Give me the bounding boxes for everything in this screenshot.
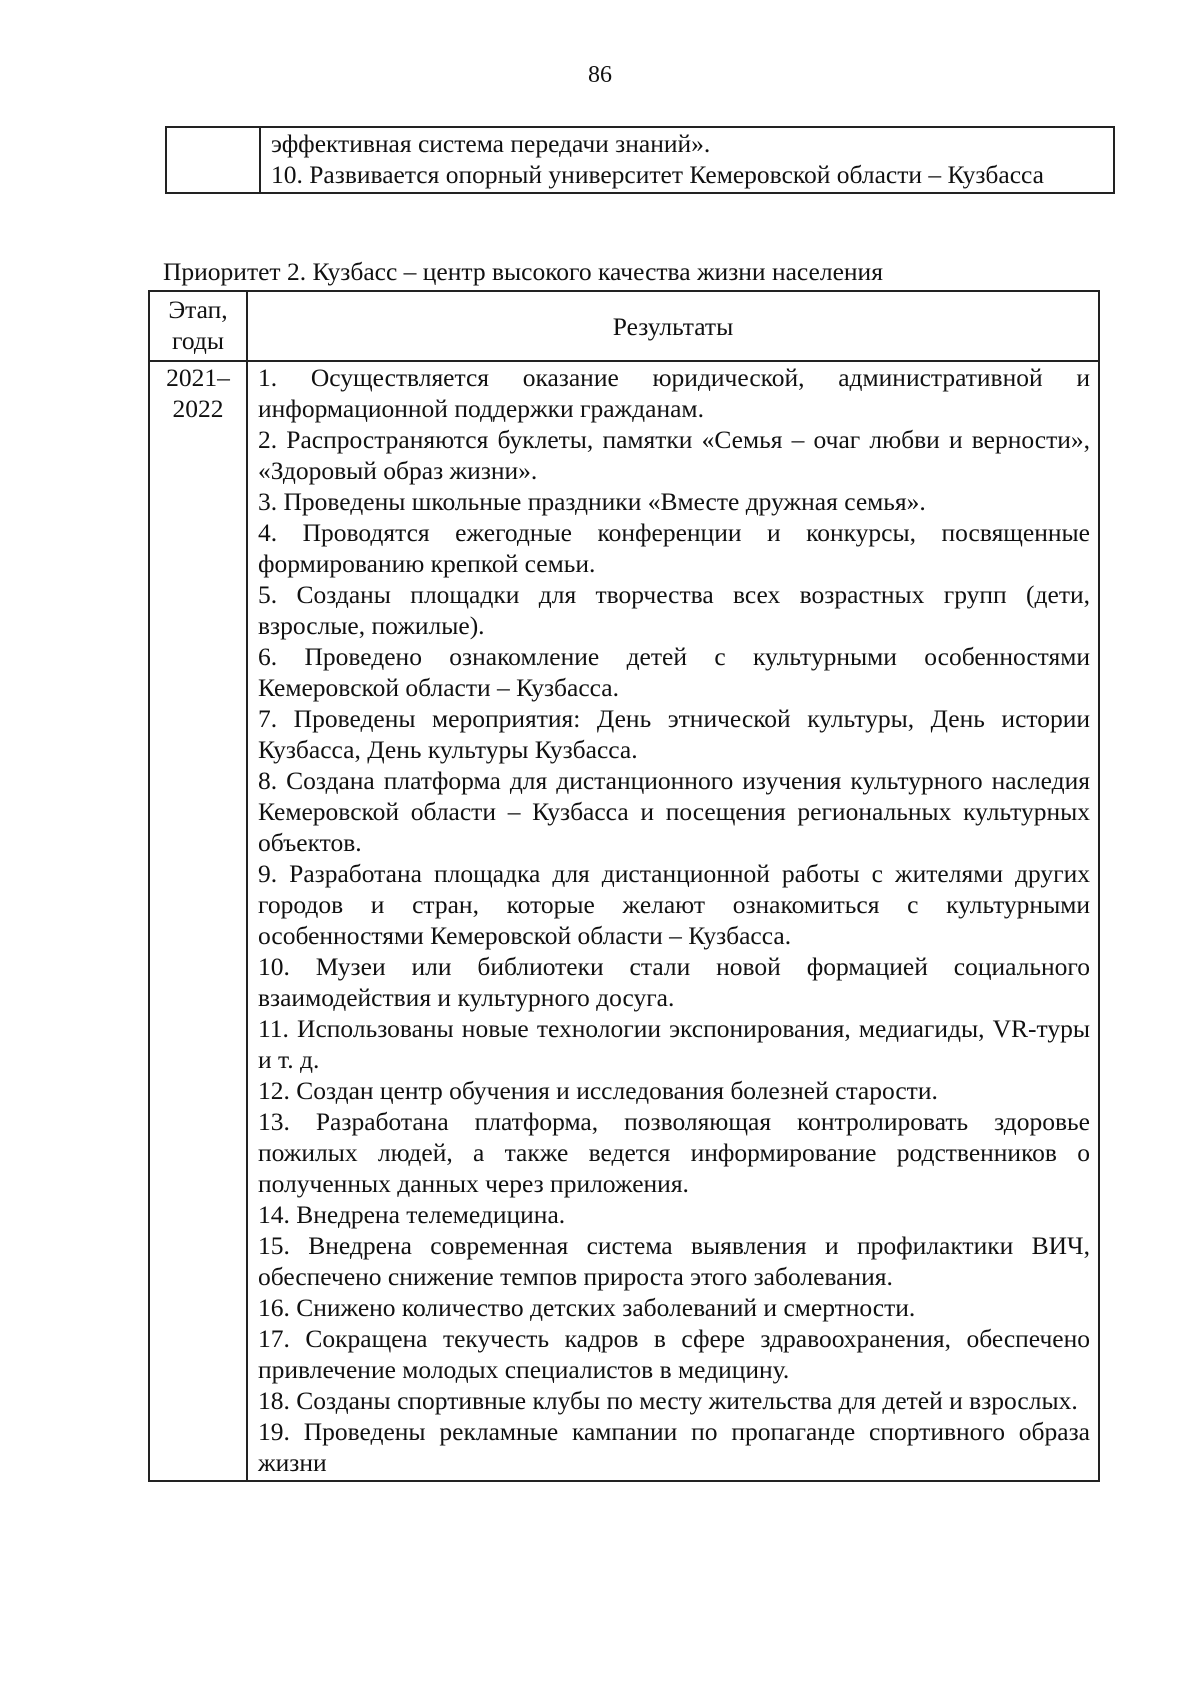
table-header-row bbox=[149, 291, 1099, 361]
list-item: 14. Внедрена телемедицина. bbox=[258, 1200, 566, 1229]
results-cell bbox=[247, 361, 1099, 1481]
list-item: 17. Сокращена текучесть кадров в сфере здравоохранения, обеспечено привлечение молодых специалистов в медицину. bbox=[258, 1324, 1090, 1384]
stage-column-header: Этап, годы bbox=[149, 291, 247, 361]
list-item: 1. Осуществляется оказание юридической, административной и информационной поддержки гражданам. bbox=[258, 363, 1090, 423]
priority-results-table bbox=[148, 290, 1100, 1482]
priority-title: Приоритет 2. Кузбасс – центр высокого качества жизни населения bbox=[163, 257, 883, 286]
list-item: 7. Проведены мероприятия: День этнической культуры, День истории Кузбасса, День культуры Кузбасса. bbox=[258, 704, 1090, 764]
list-item: 10. Развивается опорный университет Кемеровской области – Кузбасса bbox=[271, 160, 1044, 189]
list-item: 2. Распространяются буклеты, памятки «Семья – очаг любви и верности», «Здоровый образ жизни». bbox=[258, 425, 1090, 485]
list-item: 9. Разработана площадка для дистанционной работы с жителями других городов и стран, которые желают ознакомиться с культурными особенностями Кемеровской области – Кузбасса. bbox=[258, 859, 1090, 950]
list-item: 13. Разработана платформа, позволяющая контролировать здоровье пожилых людей, а также ведется информирование родственников о полученных данных через приложения. bbox=[258, 1107, 1090, 1198]
list-item: 16. Снижено количество детских заболеваний и смертности. bbox=[258, 1293, 916, 1322]
list-item: 8. Создана платформа для дистанционного изучения культурного наследия Кемеровской области – Кузбасса и посещения региональных культурных объектов. bbox=[258, 766, 1090, 857]
list-item: 6. Проведено ознакомление детей с культурными особенностями Кемеровской области – Кузбасса. bbox=[258, 642, 1090, 702]
list-item: 10. Музеи или библиотеки стали новой формацией социального взаимодействия и культурного досуга. bbox=[258, 952, 1090, 1012]
page-number: 86 bbox=[588, 62, 612, 88]
results-cell bbox=[260, 127, 1114, 193]
list-item: 15. Внедрена современная система выявления и профилактики ВИЧ, обеспечено снижение темпов прироста этого заболевания. bbox=[258, 1231, 1090, 1291]
list-item: 19. Проведены рекламные кампании по пропаганде спортивного образа жизни bbox=[258, 1417, 1090, 1477]
list-item: 12. Создан центр обучения и исследования болезней старости. bbox=[258, 1076, 938, 1105]
list-item: 3. Проведены школьные праздники «Вместе дружная семья». bbox=[258, 487, 926, 516]
stage-cell bbox=[166, 127, 260, 193]
list-item: 5. Созданы площадки для творчества всех возрастных групп (дети, взрослые, пожилые). bbox=[258, 580, 1090, 640]
results-column-header: Результаты bbox=[247, 291, 1099, 361]
list-item: 11. Использованы новые технологии экспонирования, медиагиды, VR-туры и т. д. bbox=[258, 1014, 1090, 1074]
stage-cell: 2021–2022 bbox=[149, 361, 247, 1481]
continued-results-table bbox=[165, 126, 1115, 194]
table-row bbox=[149, 361, 1099, 1481]
list-item: 4. Проводятся ежегодные конференции и конкурсы, посвященные формированию крепкой семьи. bbox=[258, 518, 1090, 578]
list-item: эффективная система передачи знаний». bbox=[271, 129, 711, 158]
list-item: 18. Созданы спортивные клубы по месту жительства для детей и взрослых. bbox=[258, 1386, 1078, 1415]
table-row bbox=[166, 127, 1114, 193]
